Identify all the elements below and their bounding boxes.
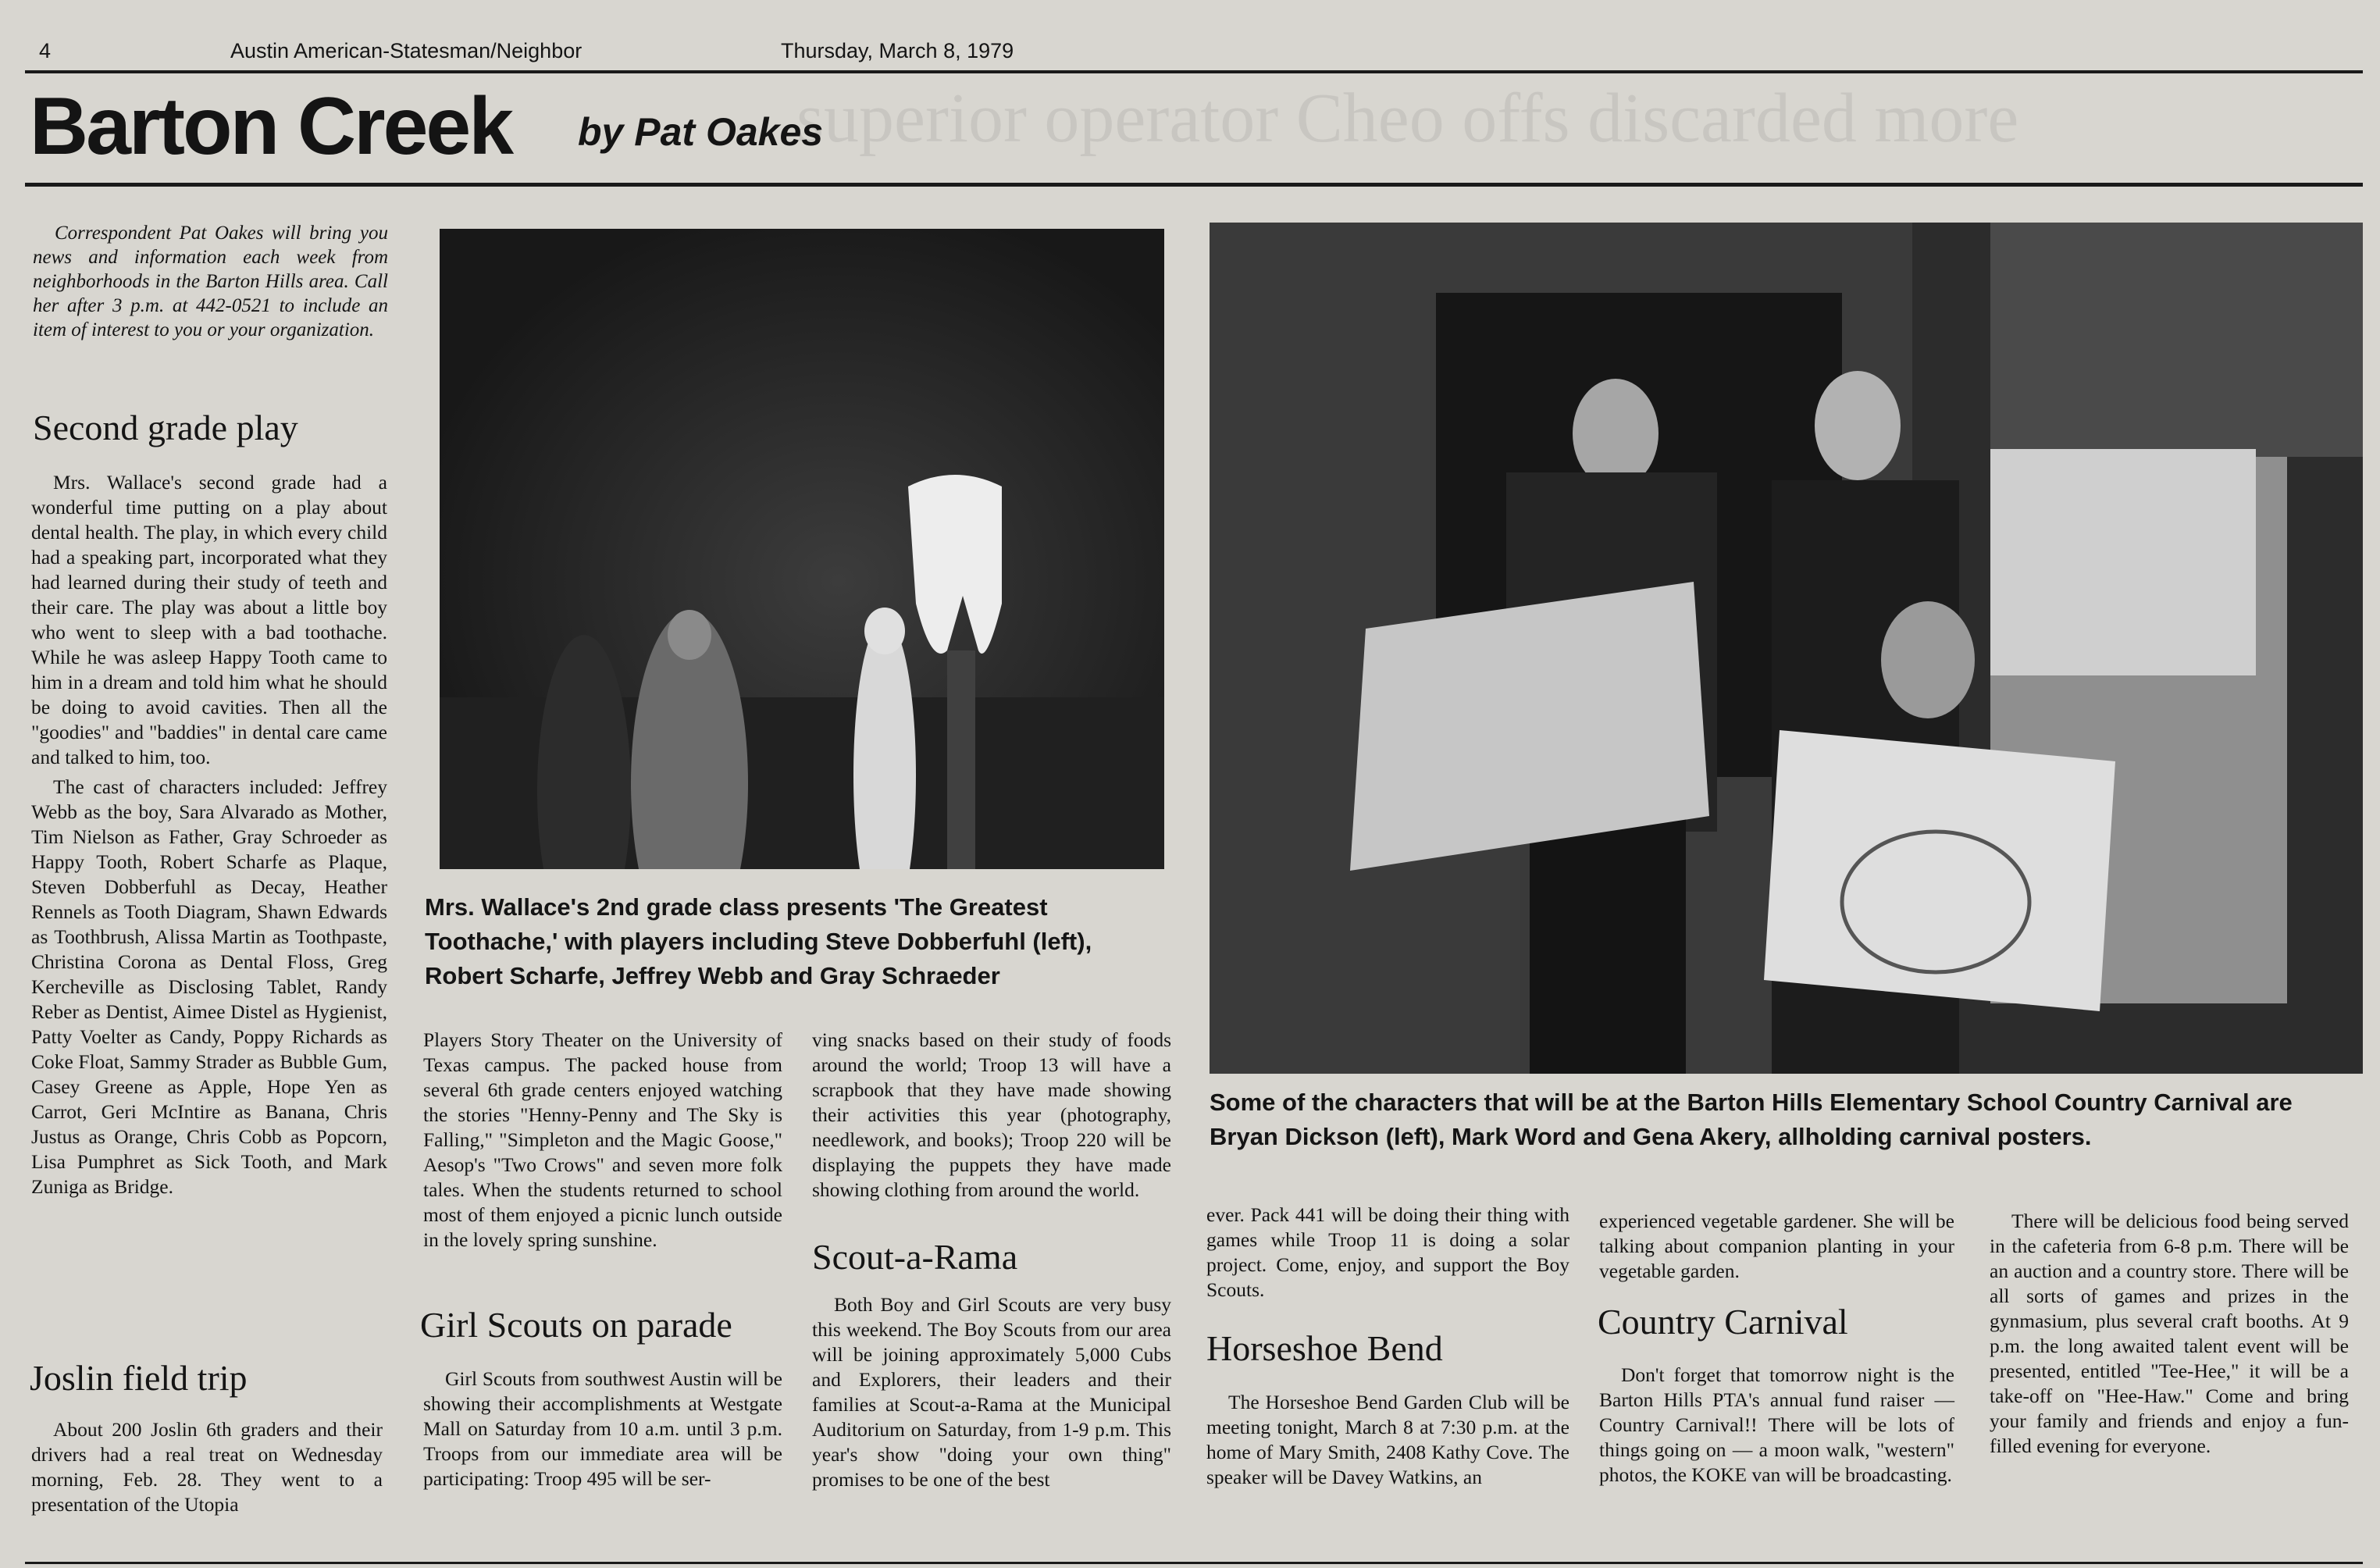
photo-second-grade-play: [440, 229, 1164, 869]
issue-date: Thursday, March 8, 1979: [781, 39, 1014, 62]
article-girl-scouts: [423, 1367, 782, 1491]
paragraph: About 200 Joslin 6th graders and their drivers had a real treat on Wednesday morning, Feb. 28. They went to a presentation of the Utopia: [31, 1418, 383, 1516]
paragraph: Players Story Theater on the University of Texas campus. The packed house from several 6th grade centers enjoyed watching the stories "Henny-Penny and The Sky is Falling," "Simpleton and the Magic Goose," Aesop's "Two Crows" and seven more folk tales. When the students returned to school most of them enjoyed a picnic lunch outside in the lovely spring sunshine.: [423, 1028, 782, 1251]
article-joslin-continued: [423, 1028, 782, 1253]
byline: by Pat Oakes: [578, 110, 824, 154]
caption-play-photo: Mrs. Wallace's 2nd grade class presents 'The Greatest Toothache,' with players including Steve Dobberfuhl (left), Robert Scharfe, Jeffrey Webb and Gray Schraeder: [425, 893, 1092, 989]
heading-joslin-field-trip: Joslin field trip: [30, 1358, 248, 1398]
article-country-carnival-continued: [1990, 1209, 2349, 1459]
article-horseshoe-continued: [1599, 1209, 1954, 1284]
paragraph: There will be delicious food being served in the cafeteria from 6-8 p.m. There will be an auction and a country store. There will be all sorts of games and prizes in the gynmasium, plus several craft booths. At 9 p.m. the long awaited talent event will be presented, entitled "Tee-Hee," it will be a take-off on "Hee-Haw." Come and bring your family and friends and enjoy a fun-filled evening for everyone.: [1990, 1210, 2349, 1457]
paragraph: Girl Scouts from southwest Austin will be showing their accomplishments at Westgate Mall on Saturday from 10 a.m. until 3 p.m. Troops from our immediate area will be participating: Troop 495 will be ser-: [423, 1367, 782, 1490]
intro-note: Correspondent Pat Oakes will bring you news and information each week from neighborhoods in the Barton Hills area. Call her after 3 p.m. at 442-0521 to include an item of interest to you or your organization.: [33, 223, 388, 340]
paragraph: ever. Pack 441 will be doing their thing with games while Troop 11 is doing a solar project. Come, enjoy, and support the Boy Scouts.: [1206, 1203, 1569, 1301]
heading-second-grade-play: Second grade play: [33, 408, 298, 447]
paragraph: The Horseshoe Bend Garden Club will be meeting tonight, March 8 at 7:30 p.m. at the home of Mary Smith, 2408 Kathy Cove. The speaker will be Davey Watkins, an: [1206, 1391, 1569, 1488]
article-girl-scouts-continued: [812, 1028, 1171, 1203]
article-scout-a-rama: [812, 1292, 1171, 1492]
paragraph: experienced vegetable gardener. She will be talking about companion planting in your vegetable garden.: [1599, 1210, 1954, 1282]
paragraph: Both Boy and Girl Scouts are very busy this weekend. The Boy Scouts from our area will be joining approximately 5,000 Cubs and Explorers, their leaders and their families at Scout-a-Rama at the Municipal Auditorium on Saturday, from 1-9 p.m. This year's show "doing your own thing" promises to be one of the best: [812, 1293, 1171, 1491]
carnival-characters-image: [1210, 223, 2363, 1074]
play-stage-image: [440, 229, 1164, 869]
masthead-rule: [25, 183, 2363, 187]
heading-country-carnival: Country Carnival: [1598, 1302, 1848, 1342]
article-scout-a-rama-continued: [1206, 1203, 1569, 1303]
article-second-grade-play: [31, 470, 387, 1199]
paragraph: The cast of characters included: Jeffrey Webb as the boy, Sara Alvarado as Mother, Tim Nielson as Father, Gray Schroeder as Happy Tooth, Robert Scharfe as Plaque, Steven Dobberfuhl as Decay, Heather Rennels as Tooth Diagram, Shawn Edwards as Toothbrush, Alissa Martin as Toothpaste, Christina Corona as Dental Floss, Greg Kercheville as Disclosing Tablet, Randy Reber as Dentist, Aimee Distel as Hygienist, Patty Voelter as Candy, Poppy Richards as Coke Float, Sammy Strader as Bubble Gum, Casey Greene as Apple, Hope Yen as Carrot, Geri McIntire as Banana, Chris Justus as Orange, Chris Cobb as Popcorn, Lisa Pumphret as Sick Tooth, and Mark Zuniga as Bridge.: [31, 775, 387, 1198]
page-number: 4: [39, 39, 52, 62]
heading-scout-a-rama: Scout-a-Rama: [812, 1237, 1018, 1277]
caption-carnival-photo: Some of the characters that will be at the Barton Hills Elementary School Country Carnival are Bryan Dickson (left), Mark Word and Gena Akery, allholding carnival posters.: [1210, 1089, 2293, 1150]
header-rule: [25, 70, 2363, 73]
article-country-carnival: [1599, 1363, 1954, 1488]
heading-horseshoe-bend: Horseshoe Bend: [1206, 1328, 1443, 1368]
heading-girl-scouts: Girl Scouts on parade: [420, 1305, 732, 1345]
bottom-rule: [25, 1562, 2363, 1564]
column-title: Barton Creek: [30, 81, 512, 172]
article-horseshoe-bend: [1206, 1390, 1569, 1490]
paragraph: Mrs. Wallace's second grade had a wonderful time putting on a play about dental health. The play, in which every child had a speaking part, incorporated what they had learned during their study of teeth and their care. The play was about a little boy who went to sleep with a bad toothache. While he was asleep Happy Tooth came to him in a dream and told him what he should be doing to avoid cavities. Then all the "goodies" and "baddies" in dental care came and talked to him, too.: [31, 471, 387, 768]
paragraph: ving snacks based on their study of foods around the world; Troop 13 will have a scrapbook that they have made showing their activities this year (photography, needlework, and books); Troop 220 will be displaying the puppets they have made showing clothing from around the world.: [812, 1028, 1171, 1201]
photo-country-carnival: [1210, 223, 2363, 1074]
publication-name: Austin American-Statesman/Neighbor: [230, 39, 583, 62]
article-joslin-field-trip: [31, 1417, 383, 1517]
paragraph: Don't forget that tomorrow night is the Barton Hills PTA's annual fund raiser — Country Carnival!! There will be lots of things going on — a moon walk, "western" photos, the KOKE van will be broadcasting.: [1599, 1363, 1954, 1486]
